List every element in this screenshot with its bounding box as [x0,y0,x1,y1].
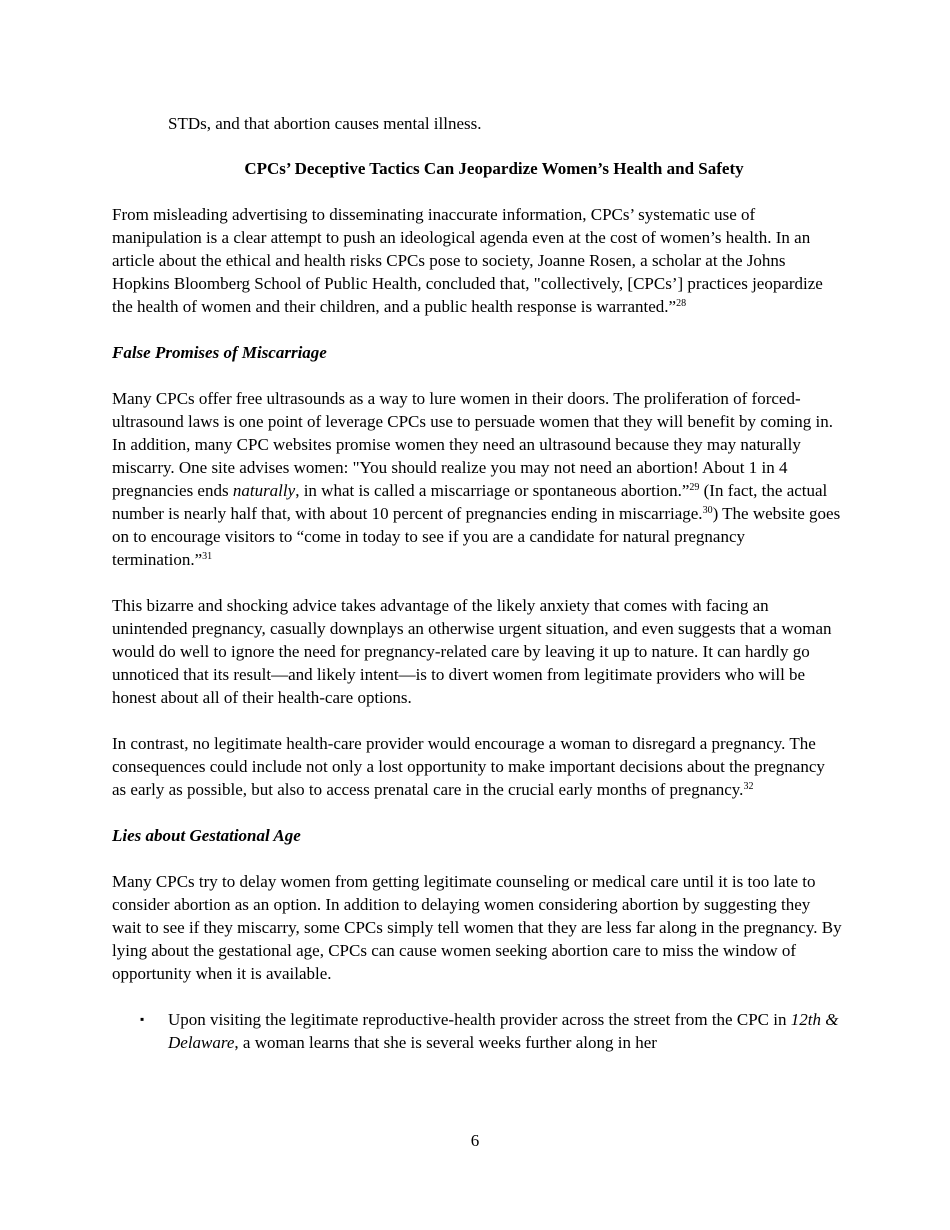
footnote-ref-30: 30 [702,505,713,516]
footnote-ref-28: 28 [676,298,687,309]
footnote-ref-32: 32 [743,781,754,792]
miscarriage-paragraph-1-text-b: , in what is called a miscarriage or spontaneous abortion.” [295,481,690,500]
miscarriage-paragraph-1 [112,387,842,571]
page-number: 6 [470,1131,480,1150]
emphasis-12th-delaware: 12th & Delaware [168,1010,839,1052]
subsection-heading-miscarriage: False Promises of Miscarriage [112,343,327,362]
miscarriage-paragraph-2: This bizarre and shocking advice takes advantage of the likely anxiety that comes with facing an unintended pregnancy, casually downplays an otherwise urgent situation, and even suggests that a woman would do well to ignore the need for pregnancy-related care by leaving it up to nature. It can hardly go unnoticed that its result—and likely intent—is to divert women from legitimate providers who will be honest about all of their health-care options. [112,596,832,707]
miscarriage-paragraph-3 [112,732,842,801]
document-page [112,112,842,1054]
section-heading: CPCs’ Deceptive Tactics Can Jeopardize Women’s Health and Safety [244,159,744,178]
intro-paragraph [112,203,842,318]
bullet-text-a: Upon visiting the legitimate reproductive-health provider across the street from the CPC in [168,1010,791,1029]
miscarriage-paragraph-1-text-a: Many CPCs offer free ultrasounds as a way to lure women in their doors. The proliferation of forced-ultrasound laws is one point of leverage CPCs use to persuade women that they will benefit by coming in. In addition, many CPC websites promise women they need an ultrasound because they may naturally miscarry. One site advises women: "You should realize you may not need an abortion! About 1 in 4 pregnancies ends [112,389,833,500]
bullet-list [112,1008,842,1054]
square-bullet-icon: ▪ [140,1012,145,1026]
miscarriage-paragraph-1-text-c: (In fact, the actual number is nearly half that, with about 10 percent of pregnancies ending in miscarriage. [112,481,828,523]
miscarriage-paragraph-1-text-d: ) The website goes on to encourage visitors to “come in today to see if you are a candidate for natural pregnancy termination.” [112,504,841,569]
footnote-ref-29: 29 [689,482,700,493]
continued-text: STDs, and that abortion causes mental illness. [168,114,482,133]
bullet-text-b: , a woman learns that she is several weeks further along in her [234,1033,657,1052]
gestational-age-paragraph-1: Many CPCs try to delay women from getting legitimate counseling or medical care until it is too late to consider abortion as an option. In addition to delaying women considering abortion by suggesting they wait to see if they miscarry, some CPCs simply tell women that they are less far along in the pregnancy. By lying about the gestational age, CPCs can cause women seeking abortion care to miss the window of opportunity when it is available. [112,872,842,983]
intro-paragraph-text: From misleading advertising to disseminating inaccurate information, CPCs’ systematic use of manipulation is a clear attempt to push an ideological agenda even at the cost of women’s health. In an article about the ethical and health risks CPCs pose to society, Joanne Rosen, a scholar at the Johns Hopkins Bloomberg School of Public Health, concluded that, "collectively, [CPCs’] practices jeopardize the health of women and their children, and a public health response is warranted.” [112,205,823,316]
list-item [112,1008,842,1054]
miscarriage-paragraph-3-text: In contrast, no legitimate health-care provider would encourage a woman to disregard a pregnancy. The consequences could include not only a lost opportunity to make important decisions about the pregnancy as early as possible, but also to access prenatal care in the crucial early months of pregnancy. [112,734,825,799]
emphasis-naturally: naturally [232,481,296,500]
footnote-ref-31: 31 [202,551,213,562]
subsection-heading-gestational-age: Lies about Gestational Age [112,826,301,845]
